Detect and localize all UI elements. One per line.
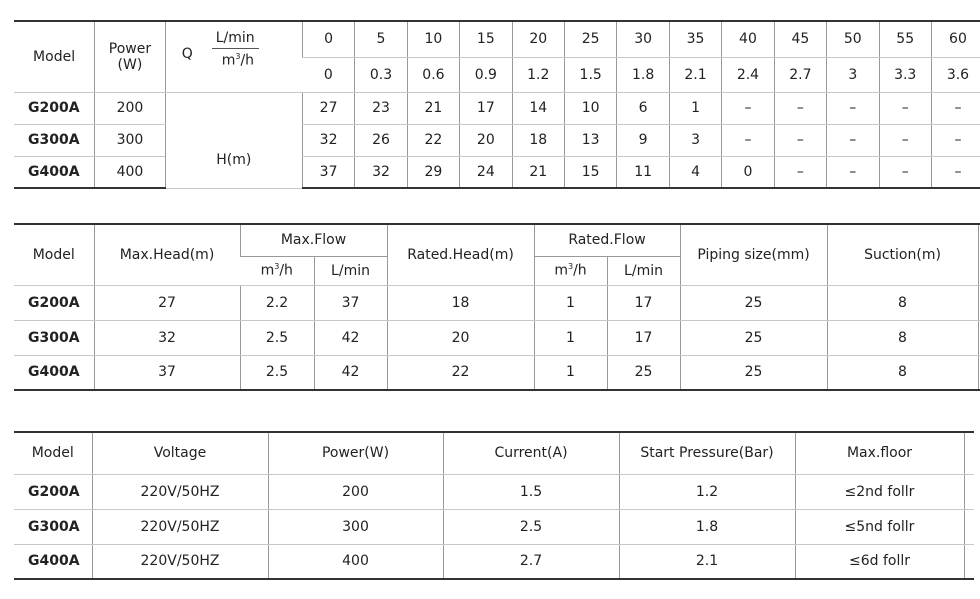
flow-lmin-cell: 50	[827, 21, 879, 57]
col-header-model: Model	[14, 224, 94, 285]
rated-flow-lmin-cell: 17	[607, 320, 680, 355]
col-header-voltage: Voltage	[92, 432, 268, 474]
model-cell: G200A	[14, 474, 92, 509]
unit-sup: 3	[567, 262, 574, 272]
table-row	[14, 474, 974, 509]
unit-sup: 3	[235, 52, 241, 61]
flow-m3h-cell: 0.6	[407, 57, 459, 92]
head-cell: –	[931, 124, 980, 156]
flow-m3h-cell: 2.7	[774, 57, 826, 92]
rated-head-cell: 18	[387, 285, 534, 320]
head-cell: –	[722, 124, 774, 156]
voltage-cell: 220V/50HZ	[92, 544, 268, 579]
current-cell: 2.5	[443, 509, 619, 544]
voltage-cell: 220V/50HZ	[92, 474, 268, 509]
col-header-max-flow: Max.Flow	[240, 224, 387, 256]
head-cell: –	[774, 92, 826, 124]
flow-m3h-unit	[222, 52, 254, 69]
power-cell: 200	[95, 92, 166, 124]
head-cell: –	[774, 156, 826, 188]
start-pressure-cell: 1.2	[619, 474, 795, 509]
flow-m3h-cell: 2.4	[722, 57, 774, 92]
max-flow-m3h-cell: 2.5	[240, 355, 314, 390]
head-cell: 27	[302, 92, 354, 124]
power-unit: (W)	[117, 56, 143, 73]
head-cell: 26	[355, 124, 407, 156]
table-edge	[964, 544, 974, 579]
suction-cell: 8	[827, 355, 978, 390]
table-row	[14, 320, 980, 355]
rated-flow-lmin-cell: 25	[607, 355, 680, 390]
power-cell: 200	[268, 474, 443, 509]
model-cell: G400A	[14, 544, 92, 579]
head-cell: –	[879, 156, 931, 188]
col-header-model: Model	[14, 21, 95, 92]
rated-flow-lmin-header: L/min	[607, 256, 680, 285]
head-cell: 18	[512, 124, 564, 156]
flow-m3h-cell: 3.3	[879, 57, 931, 92]
flow-q-label: Q	[181, 46, 193, 62]
max-flow-m3h-cell: 2.2	[240, 285, 314, 320]
table-row	[14, 156, 980, 188]
current-cell: 1.5	[443, 474, 619, 509]
flow-lmin-cell: 35	[669, 21, 721, 57]
max-floor-cell: ≤2nd follr	[795, 474, 964, 509]
flow-m3h-cell: 3.6	[931, 57, 980, 92]
model-cell: G400A	[14, 355, 94, 390]
flow-m3h-cell: 0.9	[460, 57, 512, 92]
flow-m3h-cell: 1.2	[512, 57, 564, 92]
head-cell: 21	[407, 92, 459, 124]
head-cell: 14	[512, 92, 564, 124]
table-row	[14, 544, 974, 579]
head-cell: 37	[302, 156, 354, 188]
head-cell: 32	[302, 124, 354, 156]
head-cell: –	[827, 156, 879, 188]
head-cell: 13	[564, 124, 616, 156]
head-cell: –	[879, 124, 931, 156]
rated-head-cell: 22	[387, 355, 534, 390]
col-header-max-floor: Max.floor	[795, 432, 964, 474]
rated-flow-m3h-cell: 1	[534, 320, 607, 355]
flow-lmin-cell: 5	[355, 21, 407, 57]
flow-lmin-cell: 15	[460, 21, 512, 57]
table-row	[14, 355, 980, 390]
flow-m3h-cell: 0.3	[355, 57, 407, 92]
flow-lmin-cell: 0	[302, 21, 354, 57]
unit-m: m	[554, 262, 568, 279]
start-pressure-cell: 2.1	[619, 544, 795, 579]
head-cell: 17	[460, 92, 512, 124]
table-row	[14, 285, 980, 320]
head-cell: –	[774, 124, 826, 156]
head-cell: 1	[669, 92, 721, 124]
rated-flow-m3h-cell: 1	[534, 355, 607, 390]
piping-size-cell: 25	[680, 285, 827, 320]
head-cell: –	[722, 92, 774, 124]
model-cell: G200A	[14, 285, 94, 320]
flow-m3h-cell: 1.8	[617, 57, 669, 92]
head-cell: 22	[407, 124, 459, 156]
head-cell: –	[879, 92, 931, 124]
flow-m3h-cell: 1.5	[564, 57, 616, 92]
flow-lmin-cell: 55	[879, 21, 931, 57]
table-edge	[964, 432, 974, 474]
model-cell: G300A	[14, 509, 92, 544]
unit-sup: 3	[274, 262, 280, 272]
unit-per-h: /h	[573, 262, 587, 279]
head-cell: 23	[355, 92, 407, 124]
head-cell: 6	[617, 92, 669, 124]
col-header-power: Power(W)	[268, 432, 443, 474]
col-header-rated-head: Rated.Head(m)	[387, 224, 534, 285]
power-cell: 400	[268, 544, 443, 579]
head-cell: 3	[669, 124, 721, 156]
flow-m3h-cell: 0	[302, 57, 354, 92]
head-cell: –	[931, 156, 980, 188]
max-flow-lmin-header: L/min	[314, 256, 387, 285]
flow-m3h-cell: 2.1	[669, 57, 721, 92]
col-header-start-pressure: Start Pressure(Bar)	[619, 432, 795, 474]
electrical-table	[14, 431, 974, 580]
head-cell: 0	[722, 156, 774, 188]
head-cell: 21	[512, 156, 564, 188]
head-cell: 32	[355, 156, 407, 188]
flow-lmin-cell: 30	[617, 21, 669, 57]
table-row	[14, 509, 974, 544]
unit-per-h: /h	[240, 52, 255, 69]
table-edge	[964, 474, 974, 509]
flow-lmin-unit: L/min	[212, 30, 259, 49]
head-cell: 15	[564, 156, 616, 188]
col-header-max-head: Max.Head(m)	[94, 224, 240, 285]
performance-table	[14, 20, 980, 189]
max-head-cell: 32	[94, 320, 240, 355]
col-header-suction: Suction(m)	[827, 224, 978, 285]
voltage-cell: 220V/50HZ	[92, 509, 268, 544]
head-cell: 24	[460, 156, 512, 188]
unit-m: m	[221, 52, 236, 69]
head-cell: 20	[460, 124, 512, 156]
head-label: H(m)	[165, 92, 302, 188]
col-header-rated-flow: Rated.Flow	[534, 224, 680, 256]
rated-flow-m3h-header	[534, 256, 607, 285]
head-cell: 10	[564, 92, 616, 124]
max-flow-m3h-cell: 2.5	[240, 320, 314, 355]
col-header-model: Model	[14, 432, 92, 474]
col-header-power	[95, 21, 166, 92]
model-cell: G200A	[14, 92, 95, 124]
col-header-piping-size: Piping size(mm)	[680, 224, 827, 285]
model-cell: G300A	[14, 124, 95, 156]
rated-flow-lmin-cell: 17	[607, 285, 680, 320]
max-flow-lmin-cell: 42	[314, 355, 387, 390]
head-cell: 11	[617, 156, 669, 188]
head-cell: 4	[669, 156, 721, 188]
flow-lmin-cell: 40	[722, 21, 774, 57]
piping-size-cell: 25	[680, 320, 827, 355]
current-cell: 2.7	[443, 544, 619, 579]
unit-m: m	[260, 262, 275, 279]
head-cell: –	[827, 124, 879, 156]
max-floor-cell: ≤5nd follr	[795, 509, 964, 544]
power-cell: 400	[95, 156, 166, 188]
head-cell: 29	[407, 156, 459, 188]
max-floor-cell: ≤6d follr	[795, 544, 964, 579]
flow-m3h-cell: 3	[827, 57, 879, 92]
power-label: Power	[108, 40, 152, 57]
flow-lmin-cell: 25	[564, 21, 616, 57]
start-pressure-cell: 1.8	[619, 509, 795, 544]
power-cell: 300	[268, 509, 443, 544]
suction-cell: 8	[827, 285, 978, 320]
table-edge	[964, 509, 974, 544]
max-head-cell: 27	[94, 285, 240, 320]
col-header-flow	[165, 21, 302, 92]
max-flow-lmin-cell: 42	[314, 320, 387, 355]
model-cell: G400A	[14, 156, 95, 188]
table-row	[14, 92, 980, 124]
max-head-cell: 37	[94, 355, 240, 390]
suction-cell: 8	[827, 320, 978, 355]
head-cell: –	[827, 92, 879, 124]
table-row	[14, 124, 980, 156]
col-header-current: Current(A)	[443, 432, 619, 474]
head-cell: 9	[617, 124, 669, 156]
max-flow-lmin-cell: 37	[314, 285, 387, 320]
unit-per-h: /h	[279, 262, 293, 279]
flow-lmin-cell: 45	[774, 21, 826, 57]
max-flow-m3h-header	[240, 256, 314, 285]
flow-lmin-cell: 60	[931, 21, 980, 57]
piping-size-cell: 25	[680, 355, 827, 390]
head-cell: –	[931, 92, 980, 124]
rated-flow-m3h-cell: 1	[534, 285, 607, 320]
power-cell: 300	[95, 124, 166, 156]
rated-head-cell: 20	[387, 320, 534, 355]
flow-lmin-cell: 10	[407, 21, 459, 57]
flow-lmin-cell: 20	[512, 21, 564, 57]
model-cell: G300A	[14, 320, 94, 355]
specification-table	[14, 223, 980, 391]
